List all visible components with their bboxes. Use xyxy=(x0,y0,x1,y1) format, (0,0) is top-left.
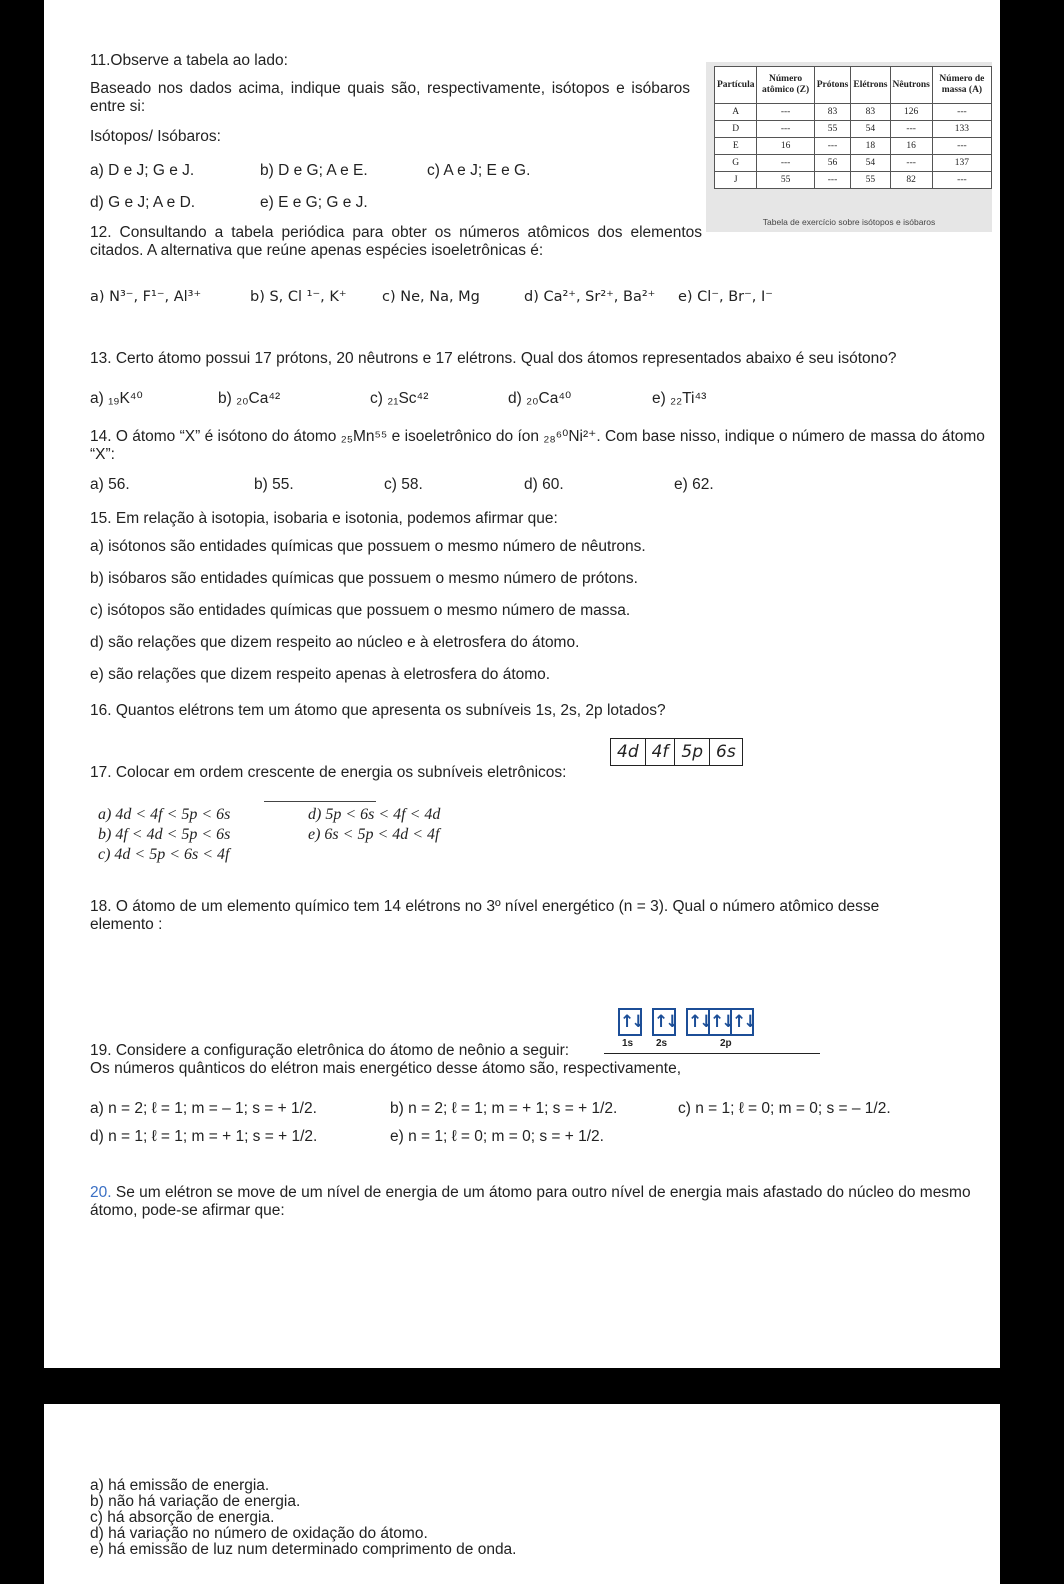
q14-option-b: b) 55. xyxy=(254,476,294,493)
q14-option-e: e) 62. xyxy=(674,476,714,493)
q15-option-b: b) isóbaros são entidades químicas que possuem o mesmo número de prótons. xyxy=(90,570,638,587)
table-header-cell: Prótons xyxy=(814,67,851,104)
q17-option-c: c) 4d < 5p < 6s < 4f xyxy=(98,846,230,863)
q12-option-e: e) Cl⁻, Br⁻, I⁻ xyxy=(678,289,773,305)
q19-option-b: b) n = 2; ℓ = 1; m = + 1; s = + 1/2. xyxy=(390,1100,618,1117)
table-cell: 55 xyxy=(851,172,890,189)
table-cell: --- xyxy=(890,155,932,172)
q11-option-a: a) D e J; G e J. xyxy=(90,162,195,179)
subshell-boxes xyxy=(610,738,743,766)
subshell-box: 5p xyxy=(675,739,710,765)
q19-option-d: d) n = 1; ℓ = 1; m = + 1; s = + 1/2. xyxy=(90,1128,318,1145)
table-cell: 54 xyxy=(851,121,890,138)
q13-option-b: b) ₂₀Ca⁴² xyxy=(218,390,281,407)
q17-prompt: 17. Colocar em ordem crescente de energia os subníveis eletrônicos: xyxy=(90,764,567,781)
table-cell: A xyxy=(715,104,757,121)
table-header-cell: Nêutrons xyxy=(890,67,932,104)
table-cell: 82 xyxy=(890,172,932,189)
table-row xyxy=(715,121,992,138)
table-row xyxy=(715,172,992,189)
page-2 xyxy=(44,1404,1000,1584)
table-row xyxy=(715,104,992,121)
q16-prompt: 16. Quantos elétrons tem um átomo que apresenta os subníveis 1s, 2s, 2p lotados? xyxy=(90,702,666,719)
table-cell: --- xyxy=(814,172,851,189)
table-cell: D xyxy=(715,121,757,138)
q14-option-c: c) 58. xyxy=(384,476,423,493)
table-cell: J xyxy=(715,172,757,189)
table-cell: 16 xyxy=(757,138,814,155)
q14-option-d: d) 60. xyxy=(524,476,564,493)
table-cell: --- xyxy=(757,121,814,138)
orbital-box: ↑↓ xyxy=(710,1012,733,1032)
q11-option-b: b) D e G; A e E. xyxy=(260,162,368,179)
table-cell: 126 xyxy=(890,104,932,121)
table-cell: --- xyxy=(890,121,932,138)
table-cell: 54 xyxy=(851,155,890,172)
table-cell: --- xyxy=(932,172,991,189)
q15-option-e: e) são relações que dizem respeito apenas à eletrosfera do átomo. xyxy=(90,666,551,683)
q20-number: 20. xyxy=(90,1184,112,1201)
table-cell: 133 xyxy=(932,121,991,138)
q17-option-a: a) 4d < 4f < 5p < 6s xyxy=(98,806,231,823)
q20-option-c: c) há absorção de energia. xyxy=(90,1509,275,1526)
q15-option-a: a) isótonos são entidades químicas que possuem o mesmo número de nêutrons. xyxy=(90,538,646,555)
subshell-box: 4f xyxy=(646,739,676,765)
q20-prompt: Se um elétron se move de um nível de energia de um átomo para outro nível de energia mais afastado do núcleo do mesmo átomo, pode-se afirmar que: xyxy=(90,1184,971,1219)
q20-prompt-block xyxy=(90,1184,990,1220)
q13-option-a: a) ₁₉K⁴⁰ xyxy=(90,390,143,407)
q12-option-c: c) Ne, Na, Mg xyxy=(382,289,480,305)
table-header-cell: Elétrons xyxy=(851,67,890,104)
table-header-cell: Partícula xyxy=(715,67,757,104)
q19-prompt: 19. Considere a configuração eletrônica do átomo de neônio a seguir: xyxy=(90,1042,570,1059)
table-header-cell: Número de massa (A) xyxy=(932,67,991,104)
orbital-1s xyxy=(618,1008,642,1036)
isotope-table xyxy=(714,66,992,189)
table-header-cell: Número atômico (Z) xyxy=(757,67,814,104)
q12-option-d: d) Ca²⁺, Sr²⁺, Ba²⁺ xyxy=(524,289,656,305)
q13-option-e: e) ₂₂Ti⁴³ xyxy=(652,390,707,407)
q17-option-e: e) 6s < 5p < 4d < 4f xyxy=(308,826,440,843)
table-cell: 16 xyxy=(890,138,932,155)
q12-prompt: 12. Consultando a tabela periódica para obter os números atômicos dos elementos citados. A alternativa que reúne apenas espécies isoeletrônicas é: xyxy=(90,224,702,259)
divider-line xyxy=(264,801,376,802)
q17-option-b: b) 4f < 4d < 5p < 6s xyxy=(98,826,231,843)
q19-option-c: c) n = 1; ℓ = 0; m = 0; s = – 1/2. xyxy=(678,1100,891,1117)
q18-prompt: 18. O átomo de um elemento químico tem 14 elétrons no 3º nível energético (n = 3). Qual o número atômico desse elemento : xyxy=(90,898,880,933)
orbital-label: 2p xyxy=(720,1038,732,1049)
q13-prompt: 13. Certo átomo possui 17 prótons, 20 nêutrons e 17 elétrons. Qual dos átomos representados abaixo é seu isótono? xyxy=(90,350,897,367)
orbital-2s xyxy=(652,1008,676,1036)
q20-option-e: e) há emissão de luz num determinado comprimento de onda. xyxy=(90,1541,517,1558)
table-cell: 55 xyxy=(814,121,851,138)
table-cell: 18 xyxy=(851,138,890,155)
q14-option-a: a) 56. xyxy=(90,476,130,493)
q13-option-d: d) ₂₀Ca⁴⁰ xyxy=(508,390,572,407)
orbital-box: ↑↓ xyxy=(654,1012,677,1032)
table-row xyxy=(715,155,992,172)
q17-option-d: d) 5p < 6s < 4f < 4d xyxy=(308,806,441,823)
q15-option-d: d) são relações que dizem respeito ao núcleo e à eletrosfera do átomo. xyxy=(90,634,580,651)
table-cell: --- xyxy=(757,104,814,121)
isotope-table-figure xyxy=(706,62,992,232)
q13-option-c: c) ₂₁Sc⁴² xyxy=(370,390,429,407)
table-cell: --- xyxy=(932,104,991,121)
subshell-box: 6s xyxy=(716,742,736,762)
table-cell: 83 xyxy=(814,104,851,121)
orbital-box: ↑↓ xyxy=(688,1012,711,1032)
subshell-box: 4d xyxy=(611,739,646,765)
table-cell: --- xyxy=(814,138,851,155)
q19-prompt-2: Os números quânticos do elétron mais energético desse átomo são, respectivamente, xyxy=(90,1060,682,1077)
q12-option-b: b) S, Cl ¹⁻, K⁺ xyxy=(250,289,347,305)
table-body xyxy=(715,104,992,189)
q15-prompt: 15. Em relação à isotopia, isobaria e isotonia, podemos afirmar que: xyxy=(90,510,558,527)
q20-option-a: a) há emissão de energia. xyxy=(90,1477,270,1494)
q15-option-c: c) isótopos são entidades químicas que possuem o mesmo número de massa. xyxy=(90,602,631,619)
table-cell: 83 xyxy=(851,104,890,121)
q14-prompt: 14. O átomo “X” é isótono do átomo ₂₅Mn⁵⁵ e isoeletrônico do íon ₂₈⁶⁰Ni²⁺. Com base nisso, indique o número de massa do átomo “X”: xyxy=(90,428,985,463)
table-cell: --- xyxy=(757,155,814,172)
q20-option-b: b) não há variação de energia. xyxy=(90,1493,301,1510)
table-row xyxy=(715,138,992,155)
q11-prompt: Baseado nos dados acima, indique quais são, respectivamente, isótopos e isóbaros entre si: xyxy=(90,80,690,115)
q11-title: 11.Observe a tabela ao lado: xyxy=(90,52,288,69)
q11-option-d: d) G e J; A e D. xyxy=(90,194,196,211)
table-cell: --- xyxy=(932,138,991,155)
table-cell: E xyxy=(715,138,757,155)
q11-option-e: e) E e G; G e J. xyxy=(260,194,368,211)
orbital-2p xyxy=(686,1008,754,1036)
table-cell: 55 xyxy=(757,172,814,189)
orbital-box: ↑↓ xyxy=(620,1012,643,1032)
orbital-box: ↑↓ xyxy=(732,1012,755,1032)
q11-sub: Isótopos/ Isóbaros: xyxy=(90,128,221,145)
table-cell: G xyxy=(715,155,757,172)
table-cell: 56 xyxy=(814,155,851,172)
q12-option-a: a) N³⁻, F¹⁻, Al³⁺ xyxy=(90,289,202,305)
q19-option-a: a) n = 2; ℓ = 1; m = – 1; s = + 1/2. xyxy=(90,1100,317,1117)
table-header-row xyxy=(715,67,992,104)
orbital-label: 1s xyxy=(622,1038,634,1049)
table-cell: 137 xyxy=(932,155,991,172)
table-caption: Tabela de exercício sobre isótopos e isóbaros xyxy=(762,217,936,227)
q20-option-d: d) há variação no número de oxidação do átomo. xyxy=(90,1525,428,1542)
orbital-label: 2s xyxy=(656,1038,668,1049)
orbital-baseline xyxy=(604,1053,820,1054)
q11-option-c: c) A e J; E e G. xyxy=(427,162,531,179)
q19-option-e: e) n = 1; ℓ = 0; m = 0; s = + 1/2. xyxy=(390,1128,604,1145)
page-1 xyxy=(44,0,1000,1368)
